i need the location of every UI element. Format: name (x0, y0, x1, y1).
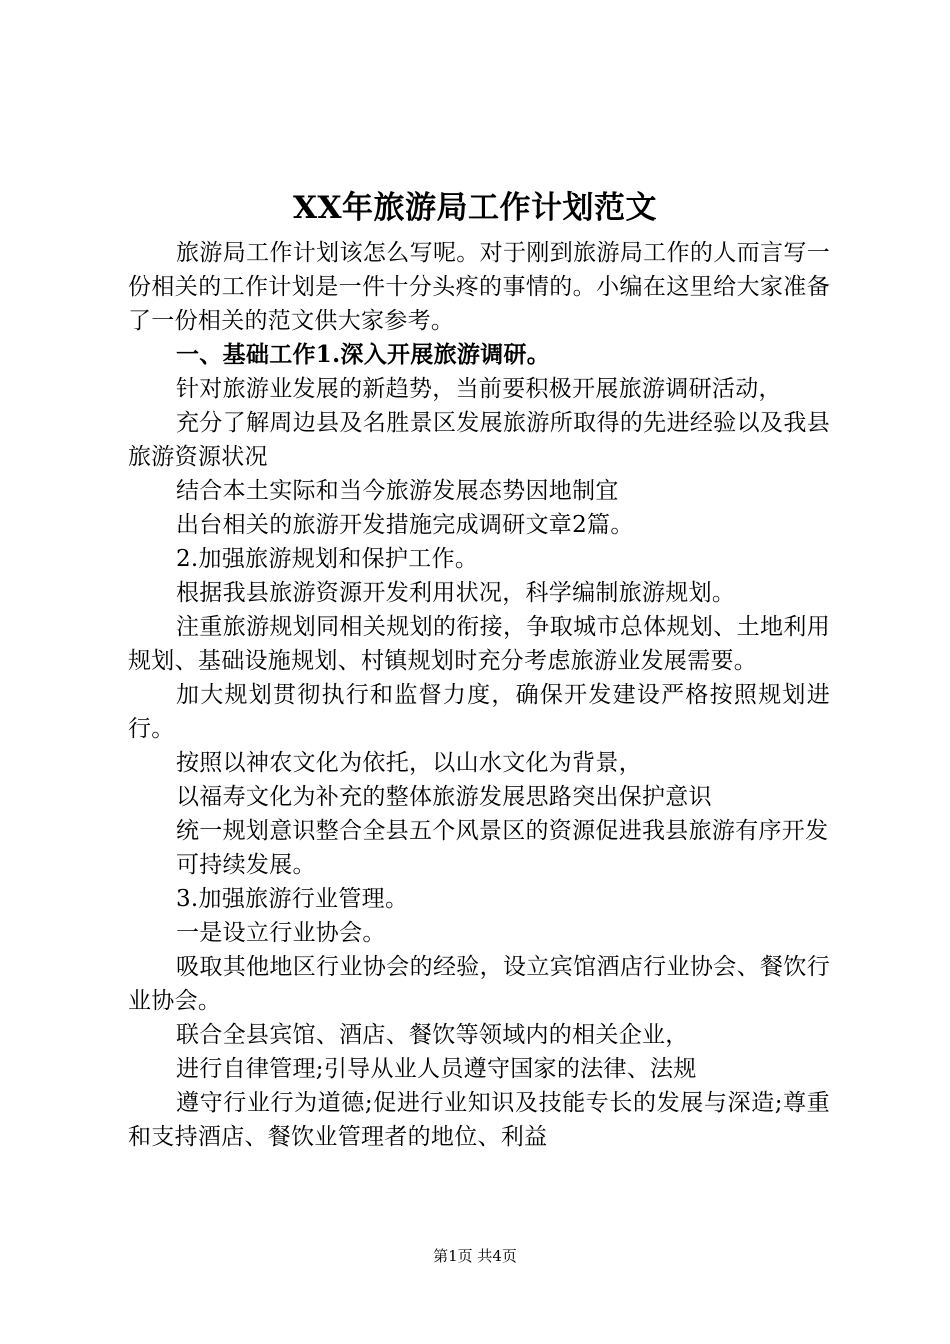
paragraph-intro: 旅游局工作计划该怎么写呢。对于刚到旅游局工作的人而言写一份相关的工作计划是一件十分头疼的事情的。小编在这里给大家准备了一份相关的范文供大家参考。 (128, 240, 830, 334)
paragraph: 结合本土实际和当今旅游发展态势因地制宜 (176, 478, 619, 504)
paragraph: 根据我县旅游资源开发利用状况，科学编制旅游规划。 (176, 580, 736, 606)
page-footer: 第1页 共4页 (433, 1247, 517, 1265)
paragraph: 按照以神农文化为依托，以山水文化为背景， (176, 750, 642, 776)
paragraph: 针对旅游业发展的新趋势，当前要积极开展旅游调研活动， (176, 376, 782, 402)
paragraph: 加大规划贯彻执行和监督力度，确保开发建设严格按照规划进行。 (128, 682, 830, 742)
paragraph: 出台相关的旅游开发措施完成调研文章2篇。 (176, 512, 634, 538)
subsection-heading-management: 3.加强旅游行业管理。 (176, 886, 409, 912)
paragraph: 可持续发展。 (176, 852, 316, 878)
paragraph: 一是设立行业协会。 (176, 920, 386, 946)
paragraph: 注重旅游规划同相关规划的衔接，争取城市总体规划、土地利用规划、基础设施规划、村镇规划时充分考虑旅游业发展需要。 (128, 614, 830, 674)
document-body (128, 236, 830, 1154)
document-title: XX年旅游局工作计划范文 (292, 190, 658, 226)
paragraph: 统一规划意识整合全县五个风景区的资源促进我县旅游有序开发 (176, 818, 829, 844)
paragraph: 充分了解周边县及名胜景区发展旅游所取得的先进经验以及我县旅游资源状况 (128, 410, 830, 470)
paragraph: 吸取其他地区行业协会的经验，设立宾馆酒店行业协会、餐饮行业协会。 (128, 954, 830, 1014)
paragraph: 遵守行业行为道德;促进行业知识及技能专长的发展与深造;尊重和支持酒店、餐饮业管理者的地位、利益 (128, 1090, 830, 1150)
paragraph: 联合全县宾馆、酒店、餐饮等领域内的相关企业， (176, 1022, 689, 1048)
paragraph: 以福寿文化为补充的整体旅游发展思路突出保护意识 (176, 784, 712, 810)
paragraph: 进行自律管理;引导从业人员遵守国家的法律、法规 (176, 1056, 697, 1082)
subsection-heading-planning: 2.加强旅游规划和保护工作。 (176, 546, 479, 572)
section-heading-basic-work: 一、基础工作1.深入开展旅游调研。 (176, 341, 551, 368)
